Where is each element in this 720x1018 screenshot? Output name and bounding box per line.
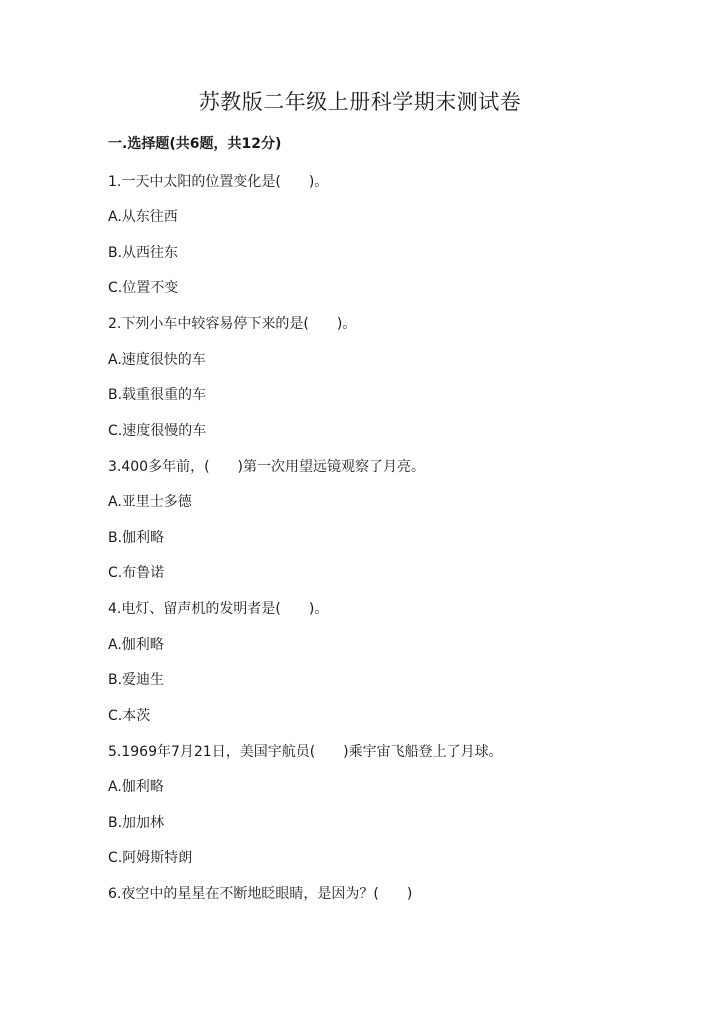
question-stem: 4.电灯、留声机的发明者是( )。 — [108, 601, 329, 617]
answer-option: B.爱迪生 — [108, 672, 165, 688]
answer-option: A.亚里士多德 — [108, 494, 192, 510]
answer-option: B.从西往东 — [108, 245, 179, 261]
question-stem: 1.一天中太阳的位置变化是( )。 — [108, 174, 329, 190]
question-stem: 3.400多年前，( )第一次用望远镜观察了月亮。 — [108, 459, 426, 475]
answer-option: C.布鲁诺 — [108, 565, 165, 581]
page-title: 苏教版二年级上册科学期末测试卷 — [198, 90, 522, 114]
answer-option: A.从东往西 — [108, 209, 178, 225]
answer-option: C.速度很慢的车 — [108, 423, 207, 439]
question-stem: 2.下列小车中较容易停下来的是( )。 — [108, 316, 357, 332]
question-stem: 6.夜空中的星星在不断地眨眼睛，是因为？( ) — [108, 886, 413, 902]
answer-option: C.阿姆斯特朗 — [108, 850, 193, 866]
answer-option: C.本茨 — [108, 708, 151, 724]
answer-option: B.加加林 — [108, 815, 165, 831]
answer-option: A.速度很快的车 — [108, 352, 206, 368]
answer-option: A.伽利略 — [108, 637, 164, 653]
section-heading: 一.选择题(共6题，共12分) — [108, 136, 282, 152]
answer-option: C.位置不变 — [108, 280, 179, 296]
question-stem: 5.1969年7月21日，美国宇航员( )乘宇宙飞船登上了月球。 — [108, 744, 503, 760]
answer-option: B.伽利略 — [108, 530, 165, 546]
answer-option: A.伽利略 — [108, 779, 164, 795]
answer-option: B.载重很重的车 — [108, 387, 207, 403]
